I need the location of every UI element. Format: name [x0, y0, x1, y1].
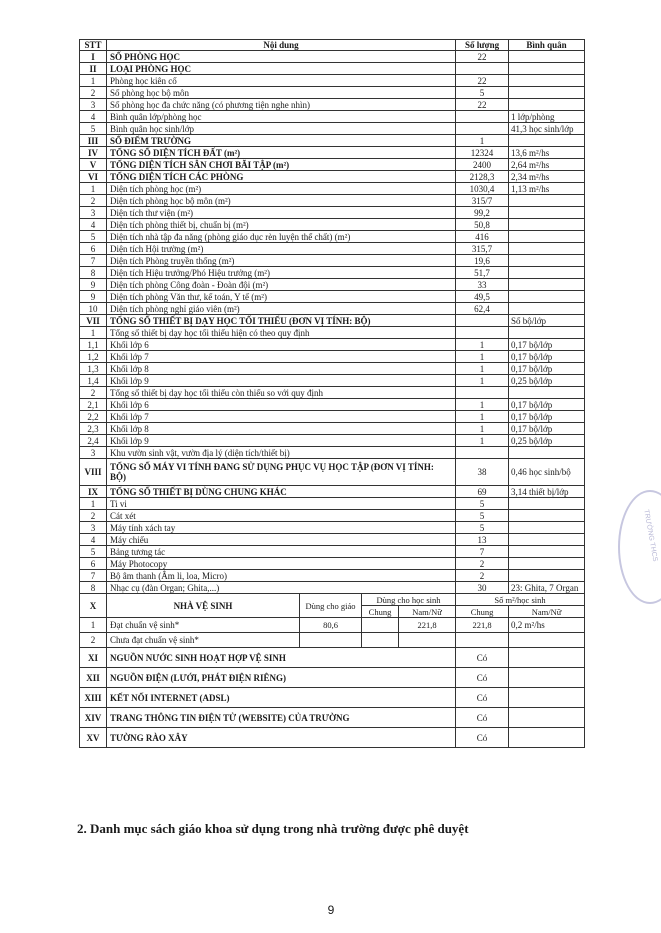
- row-stt: 1,3: [80, 363, 107, 375]
- table-row: [80, 423, 585, 435]
- row-average: [509, 231, 585, 243]
- row-content: Khối lớp 6: [107, 399, 456, 411]
- area-gender-value: [509, 633, 585, 648]
- table-row: [80, 728, 585, 748]
- table-row: [80, 267, 585, 279]
- row-content: Diện tích thư viện (m²): [107, 207, 456, 219]
- row-average: [509, 267, 585, 279]
- row-stt: 1: [80, 183, 107, 195]
- row-stt: 2,4: [80, 435, 107, 447]
- table-header-row: [80, 40, 585, 51]
- row-average: 0,25 bộ/lớp: [509, 435, 585, 447]
- table-row: [80, 459, 585, 486]
- student-gender-value: 221,8: [399, 618, 456, 633]
- row-content: Máy chiếu: [107, 534, 456, 546]
- row-stt: 1: [80, 75, 107, 87]
- row-quantity: 5: [456, 522, 509, 534]
- row-average: [509, 243, 585, 255]
- row-content: Khối lớp 8: [107, 423, 456, 435]
- row-stt: XIII: [80, 688, 107, 708]
- row-average: 1 lớp/phòng: [509, 111, 585, 123]
- row-content: Khối lớp 7: [107, 411, 456, 423]
- row-content: Phòng học kiên cố: [107, 75, 456, 87]
- row-content: Máy tính xách tay: [107, 522, 456, 534]
- row-stt: 5: [80, 231, 107, 243]
- row-quantity: Có: [456, 728, 509, 748]
- table-row: [80, 498, 585, 510]
- table-row: [80, 315, 585, 327]
- row-quantity: 22: [456, 51, 509, 63]
- row-quantity: [456, 387, 509, 399]
- row-stt: 1: [80, 327, 107, 339]
- row-average: 2,34 m²/hs: [509, 171, 585, 183]
- row-stt: IX: [80, 486, 107, 498]
- row-content: Cát xét: [107, 510, 456, 522]
- table-row: [80, 75, 585, 87]
- row-stt: 4: [80, 534, 107, 546]
- table-row: [80, 534, 585, 546]
- row-average: 0,46 học sinh/bộ: [509, 459, 585, 486]
- row-stt: 6: [80, 243, 107, 255]
- row-stt: 5: [80, 123, 107, 135]
- row-average: [509, 327, 585, 339]
- sanitation-stt: X: [80, 594, 107, 618]
- row-quantity: 69: [456, 486, 509, 498]
- row-quantity: 50,8: [456, 219, 509, 231]
- row-stt: 1,4: [80, 375, 107, 387]
- row-stt: 2,3: [80, 423, 107, 435]
- row-quantity: 315,7: [456, 243, 509, 255]
- row-quantity: 49,5: [456, 291, 509, 303]
- row-average: [509, 255, 585, 267]
- table-row: [80, 183, 585, 195]
- row-stt: 4: [80, 111, 107, 123]
- row-content: Diện tích phòng Công đoàn - Đoàn đội (m²): [107, 279, 456, 291]
- row-stt: 10: [80, 303, 107, 315]
- area-gender-value: 0,2 m²/hs: [509, 618, 585, 633]
- row-stt: 8: [80, 582, 107, 594]
- table-row: [80, 87, 585, 99]
- table-row: [80, 387, 585, 399]
- student-shared-header: Chung: [362, 606, 399, 618]
- row-quantity: 1: [456, 375, 509, 387]
- table-row: [80, 510, 585, 522]
- row-average: [509, 279, 585, 291]
- row-content: Khối lớp 9: [107, 435, 456, 447]
- row-content: TƯỜNG RÀO XÂY: [107, 728, 456, 748]
- row-quantity: Có: [456, 668, 509, 688]
- table-row: [80, 63, 585, 75]
- teacher-value: 80,6: [300, 618, 362, 633]
- row-quantity: 1: [456, 411, 509, 423]
- row-stt: 3: [80, 207, 107, 219]
- sanitation-title: NHÀ VỆ SINH: [107, 594, 300, 618]
- row-content: Diện tích phòng Văn thư, kế toán, Y tế (m²): [107, 291, 456, 303]
- row-average: [509, 708, 585, 728]
- row-content: NGUỒN NƯỚC SINH HOẠT HỢP VỆ SINH: [107, 648, 456, 668]
- row-stt: 1,1: [80, 339, 107, 351]
- row-content: Diện tích phòng học (m²): [107, 183, 456, 195]
- header-content: Nội dung: [107, 40, 456, 51]
- row-content: Khu vườn sinh vật, vườn địa lý (diện tích/thiết bị): [107, 447, 456, 459]
- row-stt: III: [80, 135, 107, 147]
- row-stt: 3: [80, 99, 107, 111]
- student-shared-value: [362, 618, 399, 633]
- row-content: Máy Photocopy: [107, 558, 456, 570]
- row-average: [509, 668, 585, 688]
- row-content: Khối lớp 7: [107, 351, 456, 363]
- table-row: [80, 688, 585, 708]
- table-row: [80, 435, 585, 447]
- teacher-use-header: Dùng cho giáo: [300, 594, 362, 618]
- row-content: LOẠI PHÒNG HỌC: [107, 63, 456, 75]
- table-row: [80, 327, 585, 339]
- sanitation-header-row: [80, 594, 585, 606]
- row-content: TỔNG DIỆN TÍCH SÂN CHƠI BÃI TẬP (m²): [107, 159, 456, 171]
- row-stt: 1,2: [80, 351, 107, 363]
- row-quantity: [456, 123, 509, 135]
- table-row: [80, 255, 585, 267]
- header-quantity: Số lượng: [456, 40, 509, 51]
- row-stt: 2: [80, 633, 107, 648]
- row-content: Bộ âm thanh (Âm li, loa, Micro): [107, 570, 456, 582]
- row-content: Số phòng học bộ môn: [107, 87, 456, 99]
- row-average: [509, 291, 585, 303]
- row-stt: 5: [80, 546, 107, 558]
- student-shared-value: [362, 633, 399, 648]
- row-average: 0,17 bộ/lớp: [509, 351, 585, 363]
- row-content: TỔNG DIỆN TÍCH CÁC PHÒNG: [107, 171, 456, 183]
- row-average: [509, 207, 585, 219]
- row-average: 0,17 bộ/lớp: [509, 399, 585, 411]
- row-content: Bảng tương tác: [107, 546, 456, 558]
- row-quantity: 12324: [456, 147, 509, 159]
- row-average: [509, 728, 585, 748]
- row-average: 3,14 thiết bị/lớp: [509, 486, 585, 498]
- row-average: 0,17 bộ/lớp: [509, 423, 585, 435]
- row-stt: IV: [80, 147, 107, 159]
- row-stt: 9: [80, 279, 107, 291]
- row-stt: 7: [80, 570, 107, 582]
- row-stt: 4: [80, 219, 107, 231]
- row-stt: 1: [80, 498, 107, 510]
- row-average: 1,13 m²/hs: [509, 183, 585, 195]
- table-row: [80, 339, 585, 351]
- row-content: Đạt chuẩn vệ sinh*: [107, 618, 300, 633]
- row-content: Khối lớp 8: [107, 363, 456, 375]
- row-content: Chưa đạt chuẩn vệ sinh*: [107, 633, 300, 648]
- row-average: 0,17 bộ/lớp: [509, 339, 585, 351]
- row-content: Diện tích phòng học bộ môn (m²): [107, 195, 456, 207]
- table-row: [80, 447, 585, 459]
- row-stt: II: [80, 63, 107, 75]
- row-stt: I: [80, 51, 107, 63]
- table-row: [80, 195, 585, 207]
- table-row: [80, 351, 585, 363]
- row-average: [509, 447, 585, 459]
- area-per-student-header: Số m²/học sinh: [456, 594, 585, 606]
- row-stt: 2,1: [80, 399, 107, 411]
- row-quantity: [456, 447, 509, 459]
- row-average: [509, 534, 585, 546]
- row-content: TỔNG SỐ THIẾT BỊ DÙNG CHUNG KHÁC: [107, 486, 456, 498]
- row-stt: V: [80, 159, 107, 171]
- table-row: [80, 219, 585, 231]
- row-average: 0,25 bộ/lớp: [509, 375, 585, 387]
- row-quantity: 30: [456, 582, 509, 594]
- table-row: [80, 363, 585, 375]
- row-quantity: 1: [456, 363, 509, 375]
- table-row: [80, 411, 585, 423]
- table-row: [80, 570, 585, 582]
- row-quantity: 2128,3: [456, 171, 509, 183]
- row-content: Tổng số thiết bị dạy học tối thiểu hiện có theo quy định: [107, 327, 456, 339]
- table-row: [80, 51, 585, 63]
- row-content: TRANG THÔNG TIN ĐIỆN TỬ (WEBSITE) CỦA TRƯỜNG: [107, 708, 456, 728]
- row-average: [509, 195, 585, 207]
- row-stt: 6: [80, 558, 107, 570]
- row-quantity: 19,6: [456, 255, 509, 267]
- area-gender-header: Nam/Nữ: [509, 606, 585, 618]
- row-stt: 2: [80, 510, 107, 522]
- table-row: [80, 147, 585, 159]
- row-stt: 2: [80, 87, 107, 99]
- row-quantity: 1: [456, 423, 509, 435]
- table-row: [80, 207, 585, 219]
- row-quantity: Có: [456, 688, 509, 708]
- row-quantity: 1: [456, 339, 509, 351]
- row-content: Tổng số thiết bị dạy học tối thiểu còn thiếu so với quy định: [107, 387, 456, 399]
- row-content: Bình quân lớp/phòng học: [107, 111, 456, 123]
- row-content: TỔNG SỐ THIẾT BỊ DẠY HỌC TỐI THIỂU (ĐƠN VỊ TÍNH: BỘ): [107, 315, 456, 327]
- table-row: [80, 648, 585, 668]
- row-quantity: [456, 63, 509, 75]
- area-shared-value: [456, 633, 509, 648]
- row-quantity: 1: [456, 435, 509, 447]
- row-content: TỔNG SỐ MÁY VI TÍNH ĐANG SỬ DỤNG PHỤC VỤ HỌC TẬP (ĐƠN VỊ TÍNH: BỘ): [107, 459, 456, 486]
- row-quantity: 62,4: [456, 303, 509, 315]
- row-content: Số phòng học đa chức năng (có phương tiện nghe nhìn): [107, 99, 456, 111]
- row-content: Diện tích Hội trường (m²): [107, 243, 456, 255]
- row-average: Số bộ/lớp: [509, 315, 585, 327]
- row-quantity: 51,7: [456, 267, 509, 279]
- table-row: [80, 375, 585, 387]
- table-row: [80, 243, 585, 255]
- row-stt: 8: [80, 267, 107, 279]
- row-quantity: 99,2: [456, 207, 509, 219]
- row-content: NGUỒN ĐIỆN (LƯỚI, PHÁT ĐIỆN RIÊNG): [107, 668, 456, 688]
- row-content: Diện tích phòng thiết bị, chuẩn bị (m²): [107, 219, 456, 231]
- row-content: SỐ ĐIỂM TRƯỜNG: [107, 135, 456, 147]
- table-row: [80, 522, 585, 534]
- row-quantity: [456, 315, 509, 327]
- row-average: [509, 570, 585, 582]
- row-stt: 2: [80, 195, 107, 207]
- section-heading: 2. Danh mục sách giáo khoa sử dụng trong nhà trường được phê duyệt: [77, 821, 469, 836]
- row-quantity: 5: [456, 510, 509, 522]
- row-quantity: 5: [456, 498, 509, 510]
- row-quantity: 38: [456, 459, 509, 486]
- row-quantity: 7: [456, 546, 509, 558]
- table-row: [80, 171, 585, 183]
- row-average: 13,6 m²/hs: [509, 147, 585, 159]
- sanitation-row: [80, 633, 585, 648]
- row-stt: 9: [80, 291, 107, 303]
- row-average: [509, 387, 585, 399]
- row-quantity: [456, 111, 509, 123]
- row-stt: XV: [80, 728, 107, 748]
- row-quantity: 2: [456, 570, 509, 582]
- table-row: [80, 546, 585, 558]
- table-row: [80, 279, 585, 291]
- area-shared-value: 221,8: [456, 618, 509, 633]
- row-average: [509, 510, 585, 522]
- table-row: [80, 291, 585, 303]
- area-shared-header: Chung: [456, 606, 509, 618]
- row-content: Ti vi: [107, 498, 456, 510]
- row-content: Khối lớp 6: [107, 339, 456, 351]
- row-average: [509, 99, 585, 111]
- table-row: [80, 159, 585, 171]
- row-quantity: 13: [456, 534, 509, 546]
- row-content: Diện tích phòng nghỉ giáo viên (m²): [107, 303, 456, 315]
- sanitation-row: [80, 618, 585, 633]
- row-quantity: 5: [456, 87, 509, 99]
- row-quantity: 22: [456, 75, 509, 87]
- table-row: [80, 123, 585, 135]
- row-quantity: 2: [456, 558, 509, 570]
- row-average: 2,64 m²/hs: [509, 159, 585, 171]
- row-average: 41,3 học sinh/lớp: [509, 123, 585, 135]
- row-average: [509, 546, 585, 558]
- row-stt: 2,2: [80, 411, 107, 423]
- row-content: KẾT NỐI INTERNET (ADSL): [107, 688, 456, 708]
- row-quantity: 1: [456, 399, 509, 411]
- table-row: [80, 668, 585, 688]
- row-stt: 2: [80, 387, 107, 399]
- row-average: [509, 303, 585, 315]
- row-quantity: 416: [456, 231, 509, 243]
- row-stt: VII: [80, 315, 107, 327]
- header-average: Bình quân: [509, 40, 585, 51]
- row-stt: XII: [80, 668, 107, 688]
- row-quantity: 315/7: [456, 195, 509, 207]
- row-content: Nhạc cụ (đàn Organ; Ghita,...): [107, 582, 456, 594]
- student-gender-header: Nam/Nữ: [399, 606, 456, 618]
- table-row: [80, 486, 585, 498]
- row-stt: 7: [80, 255, 107, 267]
- table-row: [80, 135, 585, 147]
- row-content: Diện tích Hiệu trưởng/Phó Hiệu trưởng (m²): [107, 267, 456, 279]
- row-average: [509, 648, 585, 668]
- table-row: [80, 303, 585, 315]
- row-average: [509, 75, 585, 87]
- header-stt: STT: [80, 40, 107, 51]
- row-quantity: Có: [456, 648, 509, 668]
- table-row: [80, 582, 585, 594]
- row-average: [509, 135, 585, 147]
- row-stt: 3: [80, 447, 107, 459]
- row-average: [509, 87, 585, 99]
- row-quantity: Có: [456, 708, 509, 728]
- row-average: [509, 498, 585, 510]
- row-average: [509, 558, 585, 570]
- table-row: [80, 99, 585, 111]
- row-quantity: [456, 327, 509, 339]
- row-content: Diện tích Phòng truyền thống (m²): [107, 255, 456, 267]
- table-row: [80, 399, 585, 411]
- table-row: [80, 708, 585, 728]
- page-number: 9: [327, 903, 335, 917]
- row-average: [509, 51, 585, 63]
- row-content: Diện tích nhà tập đa năng (phòng giáo dục rèn luyện thể chất) (m²): [107, 231, 456, 243]
- row-stt: VI: [80, 171, 107, 183]
- row-average: 0,17 bộ/lớp: [509, 363, 585, 375]
- table-row: [80, 111, 585, 123]
- row-quantity: 1: [456, 351, 509, 363]
- table-row: [80, 558, 585, 570]
- row-quantity: 22: [456, 99, 509, 111]
- row-stt: XI: [80, 648, 107, 668]
- row-content: SỐ PHÒNG HỌC: [107, 51, 456, 63]
- row-quantity: 1: [456, 135, 509, 147]
- row-quantity: 33: [456, 279, 509, 291]
- row-content: Khối lớp 9: [107, 375, 456, 387]
- teacher-value: [300, 633, 362, 648]
- row-average: [509, 522, 585, 534]
- table-row: [80, 231, 585, 243]
- row-stt: 3: [80, 522, 107, 534]
- row-stt: 1: [80, 618, 107, 633]
- row-average: [509, 63, 585, 75]
- row-average: [509, 688, 585, 708]
- row-content: Bình quân học sinh/lớp: [107, 123, 456, 135]
- facilities-table: [79, 39, 585, 748]
- row-quantity: 1030,4: [456, 183, 509, 195]
- student-use-header: Dùng cho học sinh: [362, 594, 456, 606]
- row-content: TỔNG SỐ DIỆN TÍCH ĐẤT (m²): [107, 147, 456, 159]
- row-average: 0,17 bộ/lớp: [509, 411, 585, 423]
- school-stamp-icon: TRƯỜNG THCS: [618, 490, 661, 604]
- student-gender-value: [399, 633, 456, 648]
- row-average: 23: Ghita, 7 Organ: [509, 582, 585, 594]
- row-stt: XIV: [80, 708, 107, 728]
- row-stt: VIII: [80, 459, 107, 486]
- row-average: [509, 219, 585, 231]
- row-quantity: 2400: [456, 159, 509, 171]
